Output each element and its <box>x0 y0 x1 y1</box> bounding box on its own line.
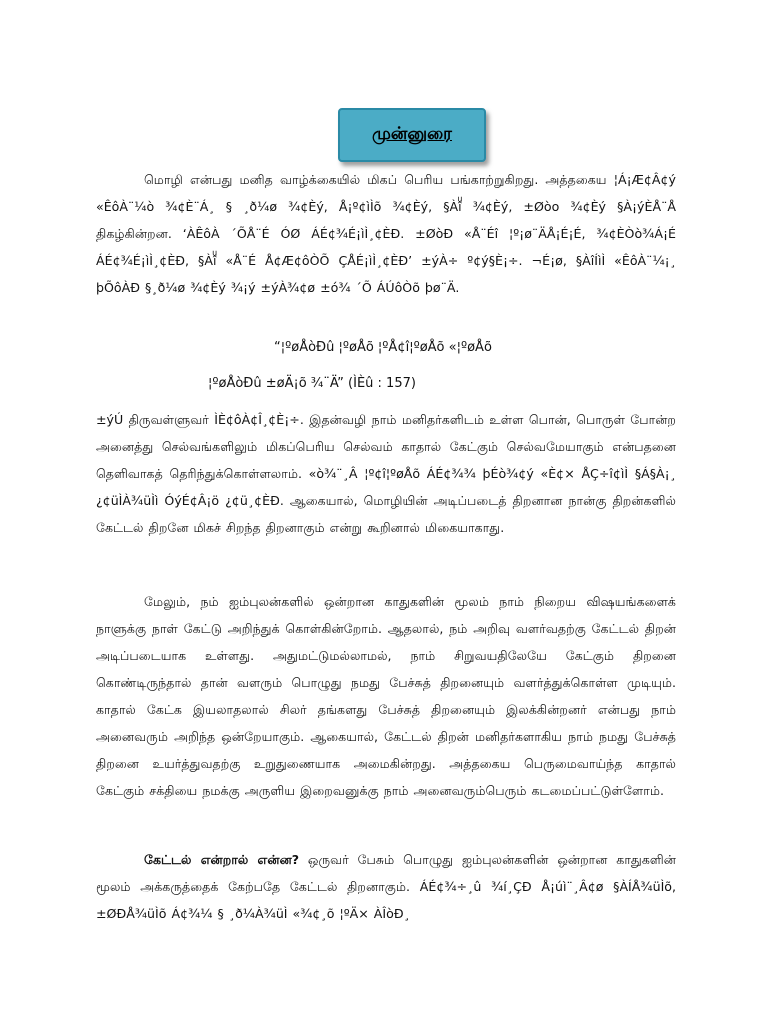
intro-paragraph <box>96 166 676 301</box>
paragraph-3: மேலும், நம் ஐம்புலன்களில் ஒன்றான காதுகளின் மூலம் நாம் நிறைய விஷயங்களைக் நாளுக்கு நாள் கேட்டு அறிந்துக் கொள்கின்றோம். ஆதலால், நம் அறிவு வளர்வதற்கு கேட்டல் திறன் அடிப்படையாக உள்ளது. அதுமட்டுமல்லாமல், நாம் சிறுவயதிலேயே கேட்கும் திறனை கொண்டிருந்தால் தான் வளரும் பொழுது நமது பேச்சுத் திறனையும் வளர்த்துக்கொள்ள முடியும். காதால் கேட்க இயலாதலால் சிலர் தங்களது பேச்சுத் திறனையும் இலக்கின்றனர் என்பது நாம் அனைவரும் அறிந்த ஒன்றேயாகும். ஆகையால், கேட்டல் திறன் மனிதர்களாகிய நாம் நமது பேச்சுத் திறனை உயர்த்துவதற்கு உறுதுணையாக அமைகின்றது. அத்தகைய பெருமைவாய்ந்த காதால் கேட்கும் சக்தியை நமக்கு அருளிய இறைவனுக்கு நாம் அனைவரும்பெரும் கடமைப்பட்டுள்ளோம். <box>96 594 676 798</box>
paragraph-4 <box>96 846 676 927</box>
section-heading: கேட்டல் என்றால் என்ன? <box>144 852 300 867</box>
page-title: முன்னுரை <box>372 124 452 144</box>
verse-line-1: “¦ºøÅòÐû ¦ºøÅõ ¦ºÅ¢î¦ºøÅõ «¦ºøÅõ <box>274 340 492 355</box>
paragraph-2: ±ýÚ திருவள்ளுவர் ÌÈ¢ôÀ¢Î¸¢È¡÷. இதன்வழி நாம் மனிதர்களிடம் உள்ள பொன், பொருள் போன்ற அனைத்து செல்வங்களிலும் மிகப்பெரிய செல்வம் காதால் கேட்கும் செல்வமேயாகும் என்பதனை தெளிவாகத் தெரிந்துக்கொள்ளலாம். «ò¾¨¸Â ¦º¢î¦ºøÅõ ÁÉ¢¾¾ þÉò¾¢ý «È¢× ÅÇ÷î¢ìÌ §Á§À¡¸ ¿¢üÌÀ¾üÌì ÓýÉ¢Â¡ö ¿¢ü¸¢ÈÐ. ஆகையால், மொழியின் அடிப்படைத் திறனான நான்கு திறன்களில் கேட்டல் திறனே மிகச் சிறந்த திறனாகும் என்று கூறினால் மிகையாகாது. <box>96 412 676 535</box>
title-box <box>338 108 486 162</box>
paragraph-1: மொழி என்பது மனித வாழ்க்கையில் மிகப் பெரிய பங்காற்றுகிறது. அத்தகைய ¦Á¡Æ¢Â¢ý «ÊôÀ¨¼ò ¾¢È¨Á¸ § ¸ð¼ø ¾¢Èý, Å¡º¢ìÌõ ¾¢Èý, §Àîͧ ¾¢Èý, ±Øòо ¾¢Èý §À¡ýÈÅ¨Å திகழ்கின்றன. ‘ÀÊôÀ ´ÕÅ¨É ÓØ ÁÉ¢¾É¡ìÌ¸¢ÈÐ. ±ØòÐ «Å¨Éî ¦º¡ø¨ÄÅ¡É¡É, ¾¢ÈÒò¾Á¡É ÁÉ¢¾É¡ìÌ¸¢ÈÐ, §Àîͧ «Å¨É Å¢Æ¢ôÒÕ ÇÅÉ¡ìÌ¸¢ÈÐ’ ±ýÀ÷ º¢ý§È¡÷. ¬É¡ø, §ÀîÍìÌ «ÊôÀ¨¼¡¸ þÕôÀÐ §¸ð¼ø ¾¢Èý ¾¡ý ±ýÀ¾¢ø ±ó¾ ´Õ ÁÚôÒõ þø¨Ä. <box>96 172 676 295</box>
definition-paragraph <box>96 846 676 927</box>
commentary-paragraph <box>96 406 676 541</box>
verse-line-2: ¦ºøÅòÐû ±øÄ¡õ ¾¨Ä” (ÌÈû : 157) <box>208 376 416 391</box>
paragraph-4-body: ஒருவர் பேசும் பொழுது ஐம்புலன்களின் ஒன்றான காதுகளின் மூலம் அக்கருத்தைக் கேற்பதே கேட்டல் திறனாகும். ÁÉ¢¾÷¸û ¾í¸ÇÐ Å¡úì¨¸Â¢ø §ÀÍÅ¾üÌõ, ±ØÐÅ¾üÌõ Á¢¾¼ § ¸ð¼À¾üÌ «¾¢¸õ ¦ºÄ× ÀÎòÐ¸ <box>96 852 677 921</box>
listening-paragraph <box>96 588 676 804</box>
